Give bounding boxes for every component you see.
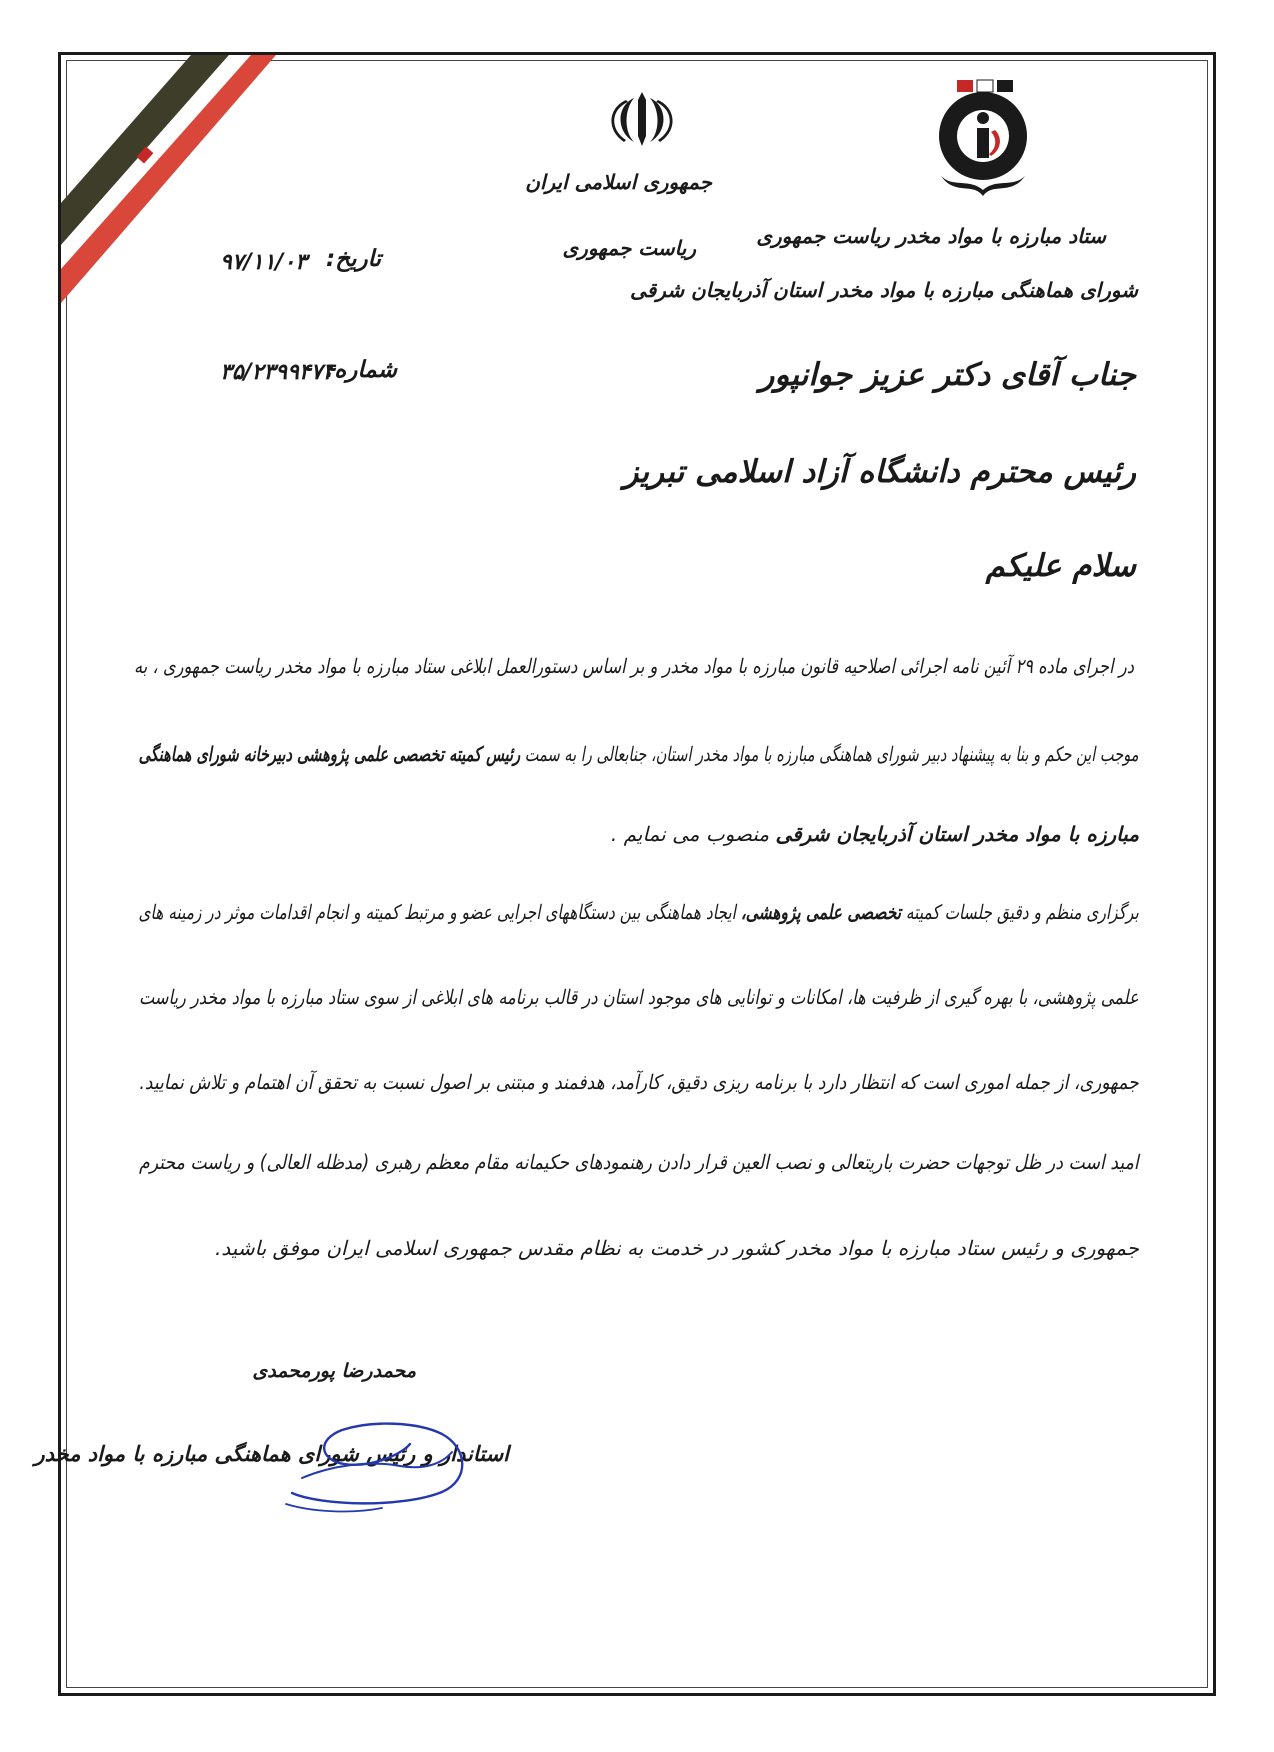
date-label: تاریخ: bbox=[326, 246, 381, 272]
body-line-3b: منصوب می نمایم . bbox=[610, 822, 770, 846]
body-line-8: جمهوری و رئیس ستاد مبارزه با مواد مخدر کشور در خدمت به نظام مقدس جمهوری اسلامی ایران موفق باشید. bbox=[214, 1236, 1139, 1260]
body-line-2a: موجب این حکم و بنا به پیشنهاد دبیر شورای هماهنگی مبارزه با مواد مخدر استان، جنابعالی را به سمت bbox=[525, 742, 1139, 766]
greeting: سلام علیکم bbox=[985, 548, 1136, 584]
signatory-name: محمدرضا پورمحمدی bbox=[252, 1360, 416, 1382]
signatory-title: استاندار و رئیس شورای هماهنگی مبارزه با مواد مخدر bbox=[34, 1442, 509, 1466]
republic-title: جمهوری اسلامی ایران bbox=[525, 170, 712, 194]
iran-emblem-icon bbox=[610, 88, 674, 150]
committee-title-highlight: رئیس کمیته تخصصی علمی پژوهشی دبیرخانه شورای هماهنگی bbox=[139, 742, 521, 766]
body-line-4c: ایجاد هماهنگی بین دستگاههای اجرایی عضو و مرتبط کمیته و انجام اقدامات موثر در زمینه های bbox=[138, 900, 737, 924]
hq-title: ستاد مبارزه با مواد مخدر ریاست جمهوری bbox=[756, 224, 1106, 248]
handwritten-signature bbox=[282, 1408, 472, 1518]
anti-narcotics-logo-icon bbox=[925, 78, 1035, 200]
number-label: شماره: bbox=[325, 357, 397, 383]
number-value: ۳۵/۲۳۹۹۴۷۴ bbox=[220, 360, 335, 385]
committee-highlight: تخصصی علمی پژوهشی، bbox=[741, 900, 902, 924]
body-line-7: امید است در ظل توجهات حضرت باریتعالی و نصب العین قرار دادن رهنمودهای حکیمانه مقام معظم رهبری (مدظله العالی) و ریاست محترم bbox=[139, 1150, 1139, 1174]
recipient-name: جناب آقای دکتر عزیز جوانپور bbox=[759, 357, 1136, 393]
council-title: شورای هماهنگی مبارزه با مواد مخدر استان آذربایجان شرقی bbox=[630, 278, 1138, 302]
province-highlight: مبارزه با مواد مخدر استان آذربایجان شرقی bbox=[775, 822, 1139, 846]
body-line-3 bbox=[611, 822, 1139, 846]
presidency-title: ریاست جمهوری bbox=[562, 236, 696, 260]
body-line-4a: برگزاری منظم و دقیق جلسات کمیته bbox=[906, 900, 1139, 924]
recipient-title: رئیس محترم دانشگاه آزاد اسلامی تبریز bbox=[623, 454, 1136, 490]
body-line-4 bbox=[139, 900, 1139, 924]
body-line-2 bbox=[139, 742, 1139, 766]
date-value: ۹۷/۱۱/۰۳ bbox=[220, 250, 307, 275]
body-line-1: در اجرای ماده ۲۹ آئین نامه اجرائی اصلاحیه قانون مبارزه با مواد مخدر و بر اساس دستورالعمل ابلاغی ستاد مبارزه با مواد مخدر ریاست جمهوری ، به bbox=[134, 654, 1134, 678]
body-line-5: علمی پژوهشی، با بهره گیری از ظرفیت ها، امکانات و توانایی های موجود استان در قالب برنامه های ابلاغی از سوی ستاد مبارزه با مواد مخدر ریاست bbox=[139, 985, 1139, 1009]
body-line-6: جمهوری، از جمله اموری است که انتظار دارد با برنامه ریزی دقیق، کارآمد، هدفمند و مبتنی بر اصول نسبت به تحقق آن اهتمام و تلاش نمایید. bbox=[139, 1070, 1139, 1094]
